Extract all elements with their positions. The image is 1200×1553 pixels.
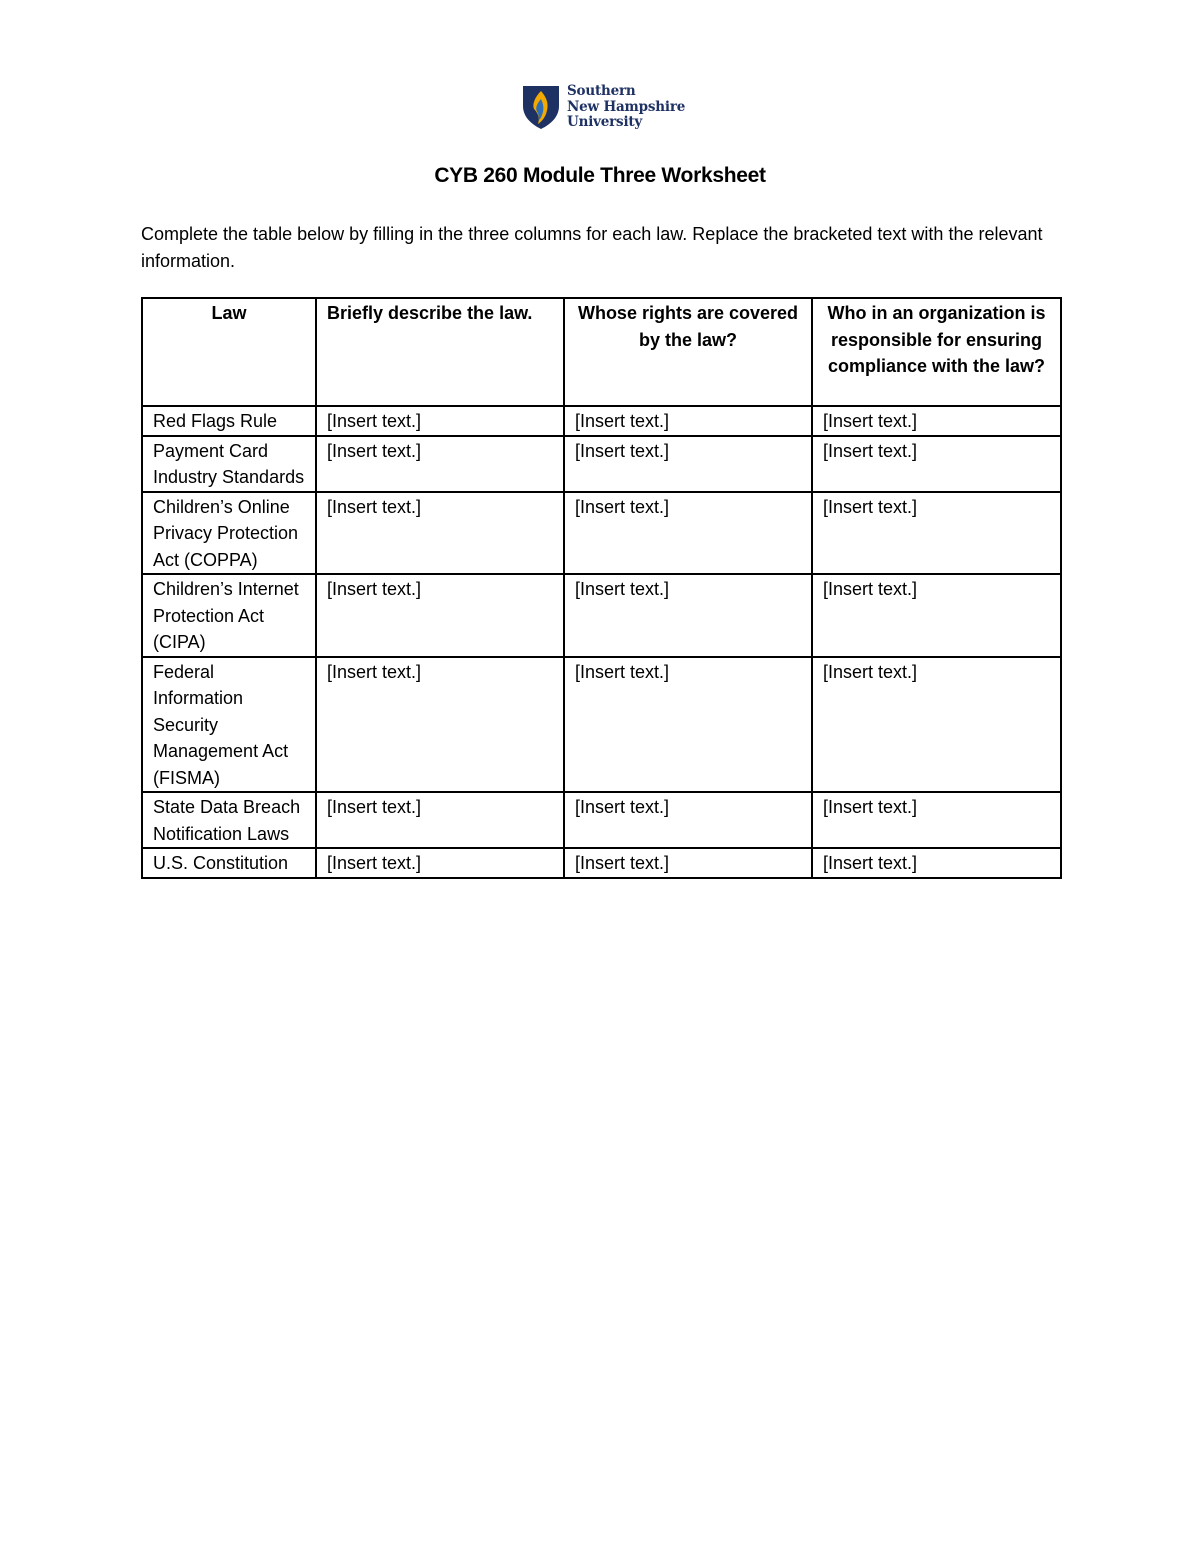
table-row [142,848,1061,878]
rights-cell[interactable]: [Insert text.] [564,657,812,793]
law-name-cell: Children’s Online Privacy Protection Act (COPPA) [142,492,316,575]
rights-cell[interactable]: [Insert text.] [564,492,812,575]
responsible-cell[interactable]: [Insert text.] [812,574,1061,657]
table-row [142,657,1061,793]
table-row [142,792,1061,848]
instructions-paragraph: Complete the table below by filling in the three columns for each law. Replace the bracketed text with the relevant information. [141,224,1043,271]
table-row [142,492,1061,575]
law-name-cell: Federal Information Security Management Act (FISMA) [142,657,316,793]
description-cell[interactable]: [Insert text.] [316,657,564,793]
header-rights: Whose rights are covered by the law? [564,298,812,406]
wordmark-line-2: New Hampshire [567,98,686,115]
responsible-cell[interactable]: [Insert text.] [812,492,1061,575]
rights-cell[interactable]: [Insert text.] [564,406,812,436]
responsible-cell[interactable]: [Insert text.] [812,436,1061,492]
responsible-cell[interactable]: [Insert text.] [812,848,1061,878]
law-name-cell: Children’s Internet Protection Act (CIPA) [142,574,316,657]
university-logo [521,84,691,132]
table-row [142,574,1061,657]
rights-cell[interactable]: [Insert text.] [564,574,812,657]
rights-cell[interactable]: [Insert text.] [564,848,812,878]
rights-cell[interactable]: [Insert text.] [564,436,812,492]
header-description: Briefly describe the law. [316,298,564,406]
table-header-row [142,298,1061,406]
description-cell[interactable]: [Insert text.] [316,574,564,657]
header-law: Law [142,298,316,406]
law-name-cell: U.S. Constitution [142,848,316,878]
wordmark-line-1: Southern [567,83,636,99]
law-name-cell: Payment Card Industry Standards [142,436,316,492]
description-cell[interactable]: [Insert text.] [316,848,564,878]
rights-cell[interactable]: [Insert text.] [564,792,812,848]
responsible-cell[interactable]: [Insert text.] [812,657,1061,793]
description-cell[interactable]: [Insert text.] [316,792,564,848]
law-name-cell: State Data Breach Notification Laws [142,792,316,848]
responsible-cell[interactable]: [Insert text.] [812,792,1061,848]
description-cell[interactable]: [Insert text.] [316,492,564,575]
shield-flame-icon [521,84,561,130]
header-responsible: Who in an organization is responsible for ensuring compliance with the law? [812,298,1061,406]
table-row [142,436,1061,492]
description-cell[interactable]: [Insert text.] [316,406,564,436]
university-wordmark [567,84,685,131]
wordmark-line-3: University [567,114,643,130]
responsible-cell[interactable]: [Insert text.] [812,406,1061,436]
laws-table [141,297,1062,879]
description-cell[interactable]: [Insert text.] [316,436,564,492]
table-row [142,406,1061,436]
law-name-cell: Red Flags Rule [142,406,316,436]
document-title: CYB 260 Module Three Worksheet [434,164,766,187]
